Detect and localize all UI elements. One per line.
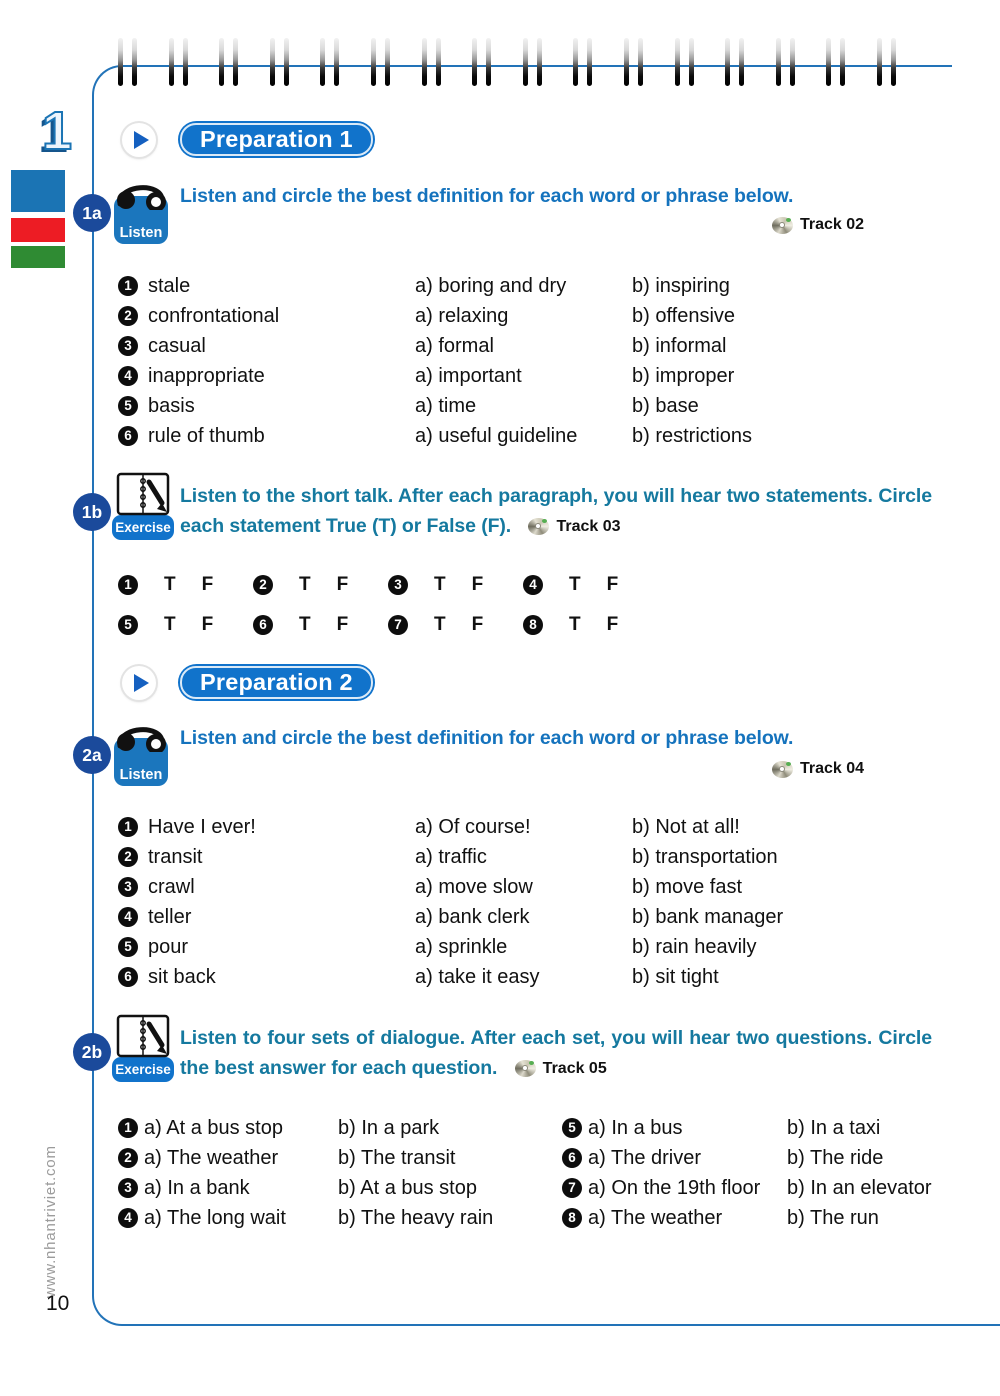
word: rule of thumb [148,424,265,447]
false-option: F [201,574,214,595]
false-option: F [471,614,484,635]
false-option: F [336,574,349,595]
track-label-2b [515,1054,607,1084]
exercise-activity-icon [112,472,174,540]
binding-staple-pair [624,38,643,86]
option-a: a) The driver [588,1146,702,1169]
option-b: b) The ride [787,1146,884,1169]
definition-row [118,842,956,872]
tf-item [118,574,253,596]
false-option: F [471,574,484,595]
tf-row [118,610,818,640]
option-a: a) useful guideline [415,424,578,447]
section-title: Preparation 1 [200,126,353,152]
binding-staple-pair [725,38,744,86]
page-border-fade [952,60,1000,72]
item-number-badge: 3 [118,1178,138,1198]
binding-staple-pair [523,38,542,86]
definition-row [118,361,956,391]
definition-row [118,331,956,361]
item-number-badge: 7 [388,615,408,635]
option-b: b) rain heavily [632,935,757,958]
item-number-badge: 1 [118,575,138,595]
word: crawl [148,875,195,898]
activity-badge-1b: 1b [73,493,111,531]
answer-row [562,1113,958,1143]
tf-item [388,574,523,596]
answer-row [118,1203,562,1233]
option-b: b) The heavy rain [338,1206,494,1229]
item-number-badge: 2 [118,847,138,867]
definition-list-1a [118,271,956,451]
play-icon [122,666,156,700]
option-b: b) move fast [632,875,743,898]
true-option: T [164,574,176,595]
binding-staple-pair [270,38,289,86]
section-header-prep1 [122,121,375,158]
false-option: F [336,614,349,635]
definition-row [118,962,956,992]
word: casual [148,334,206,357]
listen-activity-icon [112,718,170,786]
binding-staple-pair [472,38,491,86]
true-option: T [434,614,446,635]
item-number-badge: 4 [118,366,138,386]
tf-item [253,614,388,636]
tf-item [523,614,658,636]
definition-row [118,812,956,842]
option-b: b) The transit [338,1146,456,1169]
definition-row [118,301,956,331]
item-number-badge: 1 [118,817,138,837]
option-b: b) In a park [338,1116,440,1139]
option-b: b) sit tight [632,965,719,988]
answer-row [562,1203,958,1233]
item-number-badge: 8 [523,615,543,635]
activity-badge-1a: 1a [73,194,111,232]
option-a: a) At a bus stop [144,1116,283,1139]
instruction-1b [180,481,932,542]
definition-row [118,902,956,932]
option-a: a) In a bus [588,1116,683,1139]
section-title-pill [178,121,375,158]
option-a: a) The weather [144,1146,279,1169]
binding-staple-pair [776,38,795,86]
item-number-badge: 2 [118,306,138,326]
option-b: b) bank manager [632,905,784,928]
word: Have I ever! [148,815,256,838]
answer-row [118,1113,562,1143]
notebook-pencil-icon [115,472,171,518]
option-a: a) boring and dry [415,274,567,297]
false-option: F [201,614,214,635]
item-number-badge: 1 [118,276,138,296]
option-b: b) base [632,394,699,417]
section-header-prep2 [122,664,375,701]
item-number-badge: 6 [562,1148,582,1168]
definition-row [118,391,956,421]
definition-row [118,271,956,301]
spiral-binding [118,38,896,86]
track-number: Track 05 [542,1059,607,1077]
answer-row [562,1173,958,1203]
item-number-badge: 3 [388,575,408,595]
track-number: Track 02 [800,216,865,233]
listen-activity-icon [112,176,170,244]
play-triangle-icon [134,131,149,149]
tf-item [253,574,388,596]
word: stale [148,274,191,297]
answer-row [118,1143,562,1173]
instruction-text: Listen to the short talk. After each paragraph, you will hear two statements. Circle each statement True (T) or False (F). [180,485,932,537]
item-number-badge: 5 [118,937,138,957]
word: teller [148,905,192,928]
item-number-badge: 6 [253,615,273,635]
option-b: b) Not at all! [632,815,740,838]
tf-item [523,574,658,596]
instruction-2b [180,1023,932,1084]
binding-staple-pair [422,38,441,86]
item-number-badge: 3 [118,877,138,897]
track-number: Track 04 [800,760,865,777]
true-option: T [164,614,176,635]
option-a: a) move slow [415,875,533,898]
item-number-badge: 6 [118,967,138,987]
true-option: T [299,574,311,595]
unit-number-tab: 1 [42,101,73,161]
answer-row [118,1173,562,1203]
option-b: b) restrictions [632,424,753,447]
cd-icon [528,518,549,535]
word: inappropriate [148,364,265,387]
exercise-activity-icon [112,1014,174,1082]
item-number-badge: 3 [118,336,138,356]
option-b: b) improper [632,364,735,387]
definition-list-2a [118,812,956,992]
item-number-badge: 5 [118,396,138,416]
item-number-badge: 6 [118,426,138,446]
word: confrontational [148,304,280,327]
notebook-pencil-icon [115,1014,171,1060]
section-title-pill [178,664,375,701]
cd-icon [515,1060,536,1077]
page-number: 10 [46,1292,70,1315]
item-number-badge: 7 [562,1178,582,1198]
word: transit [148,845,203,868]
item-number-badge: 2 [118,1148,138,1168]
item-number-badge: 5 [562,1118,582,1138]
option-b: b) At a bus stop [338,1176,477,1199]
definition-row [118,932,956,962]
instruction-text: Listen to four sets of dialogue. After each set, you will hear two questions. Circle the best answer for each question. [180,1027,932,1079]
true-option: T [569,574,581,595]
listen-icon-label: Listen [114,196,168,244]
option-b: b) inspiring [632,274,730,297]
false-option: F [606,574,619,595]
answer-row [562,1143,958,1173]
exercise-icon-label: Exercise [112,1057,174,1082]
cd-icon [772,761,793,778]
definition-row [118,421,956,451]
binding-staple-pair [675,38,694,86]
activity-badge-2a: 2a [73,736,111,774]
option-a: a) relaxing [415,304,509,327]
option-b: b) In a taxi [787,1116,881,1139]
option-a: a) formal [415,334,494,357]
option-a: a) sprinkle [415,935,508,958]
option-a: a) On the 19th floor [588,1176,761,1199]
option-a: a) The long wait [144,1206,286,1229]
color-bar-blue [11,170,65,212]
headphones-icon [112,176,170,210]
item-number-badge: 5 [118,615,138,635]
item-number-badge: 4 [118,1208,138,1228]
option-a: a) Of course! [415,815,531,838]
item-number-badge: 1 [118,1118,138,1138]
item-number-badge: 8 [562,1208,582,1228]
option-a: a) important [415,364,522,387]
play-triangle-icon [134,674,149,692]
word: sit back [148,965,216,988]
instruction-1a: Listen and circle the best definition for each word or phrase below. [180,185,794,207]
option-b: b) The run [787,1206,879,1229]
color-bar-green [11,246,65,268]
binding-staple-pair [219,38,238,86]
option-b: b) In an elevator [787,1176,932,1199]
cd-icon [772,217,793,234]
item-number-badge: 2 [253,575,273,595]
answer-choices-grid [118,1113,958,1233]
option-b: b) transportation [632,845,778,868]
listen-icon-label: Listen [114,738,168,786]
word: pour [148,935,189,958]
option-a: a) bank clerk [415,905,530,928]
binding-staple-pair [169,38,188,86]
tf-row [118,570,818,600]
option-a: a) take it easy [415,965,540,988]
option-b: b) informal [632,334,727,357]
false-option: F [606,614,619,635]
word: basis [148,394,195,417]
track-label-1b [528,512,620,542]
true-false-grid [118,570,818,650]
section-title: Preparation 2 [200,669,353,695]
play-icon [122,123,156,157]
track-label-2a [772,760,864,778]
binding-staple-pair [573,38,592,86]
option-a: a) In a bank [144,1176,250,1199]
item-number-badge: 4 [523,575,543,595]
true-option: T [569,614,581,635]
true-option: T [299,614,311,635]
definition-row [118,872,956,902]
option-b: b) offensive [632,304,736,327]
instruction-2a: Listen and circle the best definition for each word or phrase below. [180,727,794,749]
exercise-icon-label: Exercise [112,515,174,540]
true-option: T [434,574,446,595]
binding-staple-pair [118,38,137,86]
tf-item [118,614,253,636]
color-bar-red [11,218,65,242]
option-a: a) The weather [588,1206,723,1229]
option-a: a) time [415,394,477,417]
binding-staple-pair [320,38,339,86]
track-label-1a [772,216,864,234]
item-number-badge: 4 [118,907,138,927]
option-a: a) traffic [415,845,487,868]
binding-staple-pair [877,38,896,86]
binding-staple-pair [371,38,390,86]
tf-item [388,614,523,636]
binding-staple-pair [826,38,845,86]
track-number: Track 03 [556,517,621,535]
publisher-watermark: www.nhantriviet.com [42,1145,59,1298]
headphones-icon [112,718,170,752]
activity-badge-2b: 2b [73,1033,111,1071]
